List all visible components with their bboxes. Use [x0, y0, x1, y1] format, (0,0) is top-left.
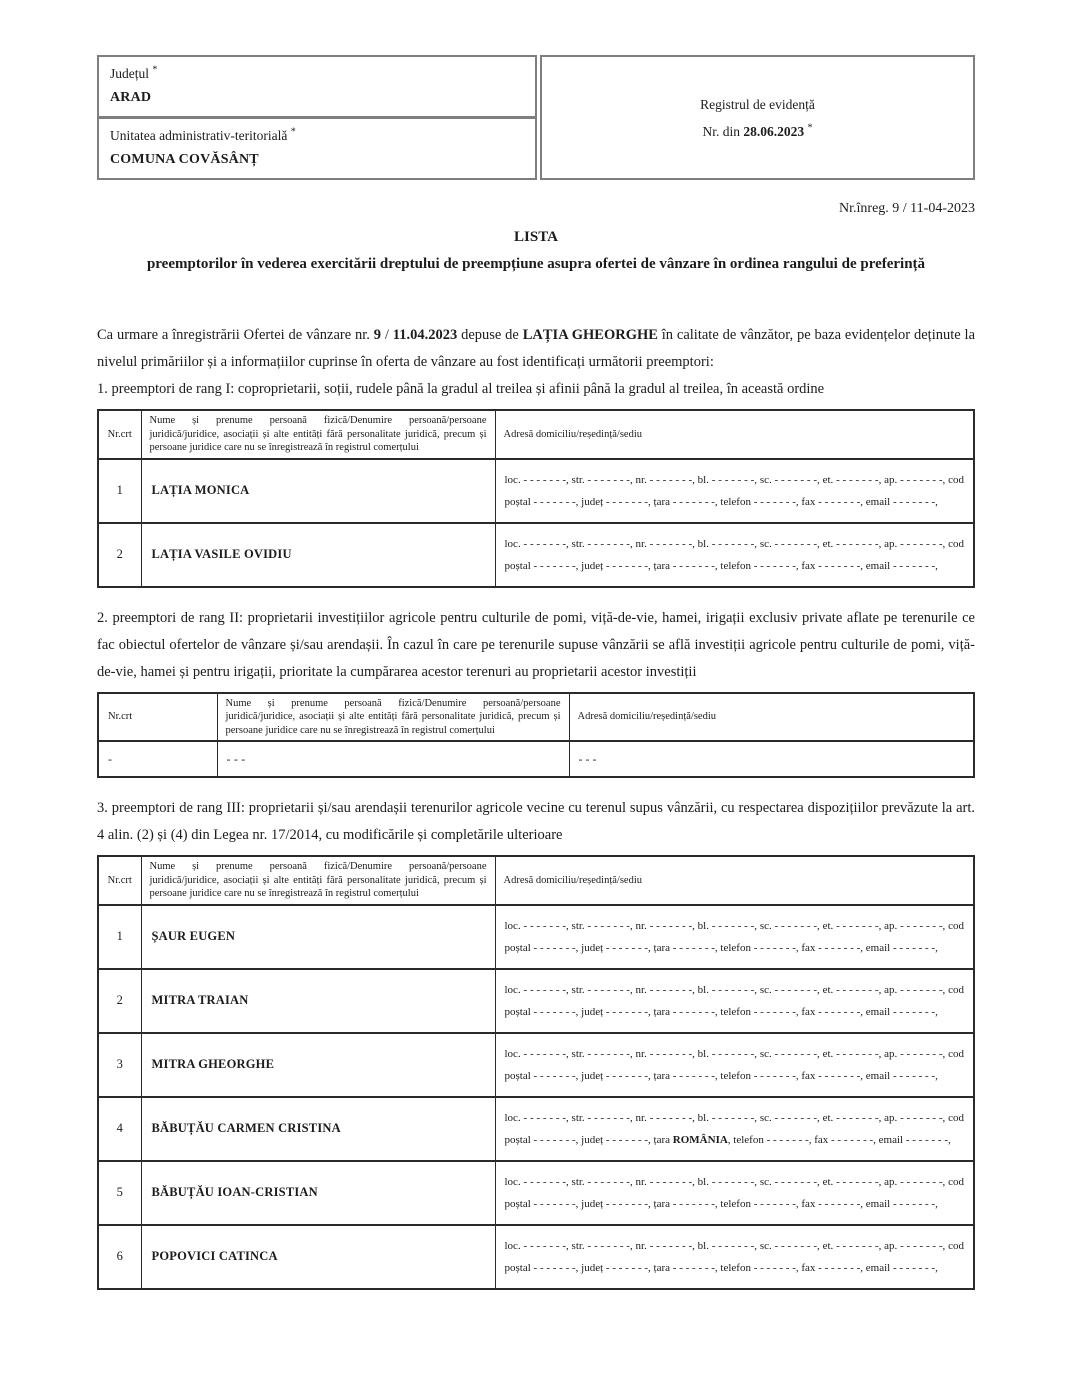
preemptor-name: LAȚIA VASILE OVIDIU [141, 523, 495, 587]
preemptor-address: loc. - - - - - - -, str. - - - - - - -, nr. - - - - - - -, bl. - - - - - - -, sc. - - - - - - -, et. - - - - - - -, ap. - - - - - - -, cod poștal - - - - - - -, județ - - - - - - -, țara - - - - - - -, telefon - - - - - - -, fax - - - - - - -, email - - - - - - -, [495, 523, 974, 587]
preemptor-address [495, 1097, 974, 1161]
county-cell [97, 55, 537, 118]
row-number: 4 [98, 1097, 141, 1161]
preemptor-address: loc. - - - - - - -, str. - - - - - - -, nr. - - - - - - -, bl. - - - - - - -, sc. - - - - - - -, et. - - - - - - -, ap. - - - - - - -, cod poștal - - - - - - -, județ - - - - - - -, țara - - - - - - -, telefon - - - - - - -, fax - - - - - - -, email - - - - - - -, [495, 1161, 974, 1225]
table-row [98, 1161, 974, 1225]
table-row [98, 459, 974, 523]
registry-asterisk: * [807, 122, 813, 133]
preemptor-name: BĂBUȚĂU IOAN-CRISTIAN [141, 1161, 495, 1225]
preemptor-name: MITRA GHEORGHE [141, 1033, 495, 1097]
column-header-number: Nr.crt [98, 856, 141, 905]
preemptor-address: loc. - - - - - - -, str. - - - - - - -, nr. - - - - - - -, bl. - - - - - - -, sc. - - - - - - -, et. - - - - - - -, ap. - - - - - - -, cod poștal - - - - - - -, județ - - - - - - -, țara - - - - - - -, telefon - - - - - - -, fax - - - - - - -, email - - - - - - -, [495, 905, 974, 969]
rank1-table-header-row [98, 410, 974, 459]
row-number: 6 [98, 1225, 141, 1289]
table-row [98, 1033, 974, 1097]
intro-text-mid: depuse de [457, 327, 523, 343]
registry-date: 28.06.2023 [743, 123, 805, 139]
rank2-table-header-row [98, 693, 974, 742]
preemptor-name: MITRA TRAIAN [141, 969, 495, 1033]
rank2-table [97, 692, 975, 779]
country-value: ROMÂNIA [672, 1133, 728, 1146]
row-number: 1 [98, 905, 141, 969]
registry-number-line [702, 118, 812, 145]
address-pre: loc. - - - - - - -, str. - - - - - - -, nr. - - - - - - -, bl. - - - - - - -, sc. - - - - - - -, et. - - - - - - -, ap. - - - - - - -, cod poștal - - - - - - -, județ - - - - - - -, țara [504, 1111, 964, 1146]
preemptor-address: loc. - - - - - - -, str. - - - - - - -, nr. - - - - - - -, bl. - - - - - - -, sc. - - - - - - -, et. - - - - - - -, ap. - - - - - - -, cod poștal - - - - - - -, județ - - - - - - -, țara - - - - - - -, telefon - - - - - - -, fax - - - - - - -, email - - - - - - -, [495, 459, 974, 523]
uat-label-text: Unitatea administrativ-teritorială [110, 128, 288, 143]
offer-number: 9 [373, 327, 382, 343]
registry-title: Registrul de evidență [700, 96, 815, 112]
preemptor-address: - - - [569, 741, 974, 777]
rank3-heading: 3. preemptori de rang III: proprietarii și/sau arendașii terenurilor agricole vecine cu terenul supus vânzării, cu respectarea dispozițiilor prevăzute la art. 4 alin. (2) și (4) din Legea nr. 17/2014, cu modificările și completările ulterioare [97, 800, 975, 843]
row-number: 1 [98, 459, 141, 523]
column-header-address: Adresă domiciliu/reședință/sediu [495, 410, 974, 459]
rank1-heading: 1. preemptori de rang I: coproprietarii, soții, rudele până la gradul al treilea și afinii până la gradul al treilea, în această ordine [97, 381, 825, 397]
preemptor-name: BĂBUȚĂU CARMEN CRISTINA [141, 1097, 495, 1161]
row-number: 5 [98, 1161, 141, 1225]
intro-paragraph [97, 322, 975, 376]
table-row [98, 741, 974, 777]
document-title: LISTA [514, 229, 558, 245]
column-header-name: Nume și prenume persoană fizică/Denumire persoană/persoane juridică/juridice, asociații și alte entități fără personalitate juridică, precum și persoane juridice care nu se înregistrează în registrul comerțului [141, 410, 495, 459]
preemptor-name: POPOVICI CATINCA [141, 1225, 495, 1289]
rank2-heading: 2. preemptori de rang II: proprietarii investițiilor agricole pentru culturile de pomi, viță-de-vie, hamei, irigații exclusiv private aflate pe terenurile ce fac obiectul ofertelor de vânzare și/sau arendașii. În cazul în care pe terenurile supuse vânzării se află investiții agricole pentru culturile de pomi, viță-de-vie, hamei și pentru irigații, prioritate la cumpărarea acestor terenuri au proprietarii acestor investiții [97, 609, 975, 680]
column-header-name: Nume și prenume persoană fizică/Denumire persoană/persoane juridică/juridice, asociații și alte entități fără personalitate juridică, precum și persoane juridice care nu se înregistrează în registrul comerțului [217, 693, 569, 742]
uat-label [110, 123, 524, 148]
table-row [98, 523, 974, 587]
intro-text-post: în calitate de vânzător, pe baza evidențelor deținute la nivelul primăriilor și a informațiilor cuprinse în oferta de vânzare au fost identificați următorii preemptori: [97, 327, 976, 370]
table-row [98, 969, 974, 1033]
row-number: 2 [98, 969, 141, 1033]
intro-text-pre: Ca urmare a înregistrării Ofertei de vânzare nr. [97, 327, 374, 343]
document-subtitle: preemptorilor în vederea exercitării dreptului de preempțiune asupra ofertei de vânzare în ordinea rangului de preferință [146, 256, 926, 272]
title-block [97, 224, 975, 278]
column-header-number: Nr.crt [98, 410, 141, 459]
rank3-table-header-row [98, 856, 974, 905]
offer-date: 11.04.2023 [392, 327, 458, 343]
registry-number-prefix: Nr. din [702, 123, 744, 139]
row-number: - [98, 741, 217, 777]
preemptor-name: ȘAUR EUGEN [141, 905, 495, 969]
preemptor-address: loc. - - - - - - -, str. - - - - - - -, nr. - - - - - - -, bl. - - - - - - -, sc. - - - - - - -, et. - - - - - - -, ap. - - - - - - -, cod poștal - - - - - - -, județ - - - - - - -, țara - - - - - - -, telefon - - - - - - -, fax - - - - - - -, email - - - - - - -, [495, 1033, 974, 1097]
intro-slash: / [381, 327, 393, 343]
registration-number-line: Nr.înreg. 9 / 11-04-2023 [839, 201, 975, 216]
uat-asterisk: * [290, 126, 296, 138]
preemptor-name: - - - [217, 741, 569, 777]
table-row [98, 1225, 974, 1289]
preemptor-address: loc. - - - - - - -, str. - - - - - - -, nr. - - - - - - -, bl. - - - - - - -, sc. - - - - - - -, et. - - - - - - -, ap. - - - - - - -, cod poștal - - - - - - -, județ - - - - - - -, țara - - - - - - -, telefon - - - - - - -, fax - - - - - - -, email - - - - - - -, [495, 1225, 974, 1289]
address-post: , telefon - - - - - - -, fax - - - - - - -, email - - - - - - -, [727, 1133, 951, 1146]
row-number: 2 [98, 523, 141, 587]
county-value: ARAD [110, 90, 152, 105]
column-header-address: Adresă domiciliu/reședință/sediu [495, 856, 974, 905]
column-header-number: Nr.crt [98, 693, 217, 742]
seller-name: LAȚIA GHEORGHE [522, 327, 658, 343]
county-label [110, 61, 524, 86]
uat-cell [97, 116, 537, 180]
preemptor-address: loc. - - - - - - -, str. - - - - - - -, nr. - - - - - - -, bl. - - - - - - -, sc. - - - - - - -, et. - - - - - - -, ap. - - - - - - -, cod poștal - - - - - - -, județ - - - - - - -, țara - - - - - - -, telefon - - - - - - -, fax - - - - - - -, email - - - - - - -, [495, 969, 974, 1033]
column-header-address: Adresă domiciliu/reședință/sediu [569, 693, 974, 742]
rank1-table [97, 409, 975, 588]
rank3-table [97, 855, 975, 1290]
county-label-text: Județul [110, 66, 149, 81]
preemptor-name: LAȚIA MONICA [141, 459, 495, 523]
county-asterisk: * [152, 64, 158, 76]
table-row [98, 905, 974, 969]
header-left-box [97, 55, 537, 180]
row-number: 3 [98, 1033, 141, 1097]
uat-value: COMUNA COVĂSÂNȚ [110, 152, 259, 167]
table-row [98, 1097, 974, 1161]
registry-box [540, 55, 975, 180]
column-header-name: Nume și prenume persoană fizică/Denumire persoană/persoane juridică/juridice, asociații și alte entități fără personalitate juridică, precum și persoane juridice care nu se înregistrează în registrul comerțului [141, 856, 495, 905]
header-boxes [97, 55, 975, 180]
